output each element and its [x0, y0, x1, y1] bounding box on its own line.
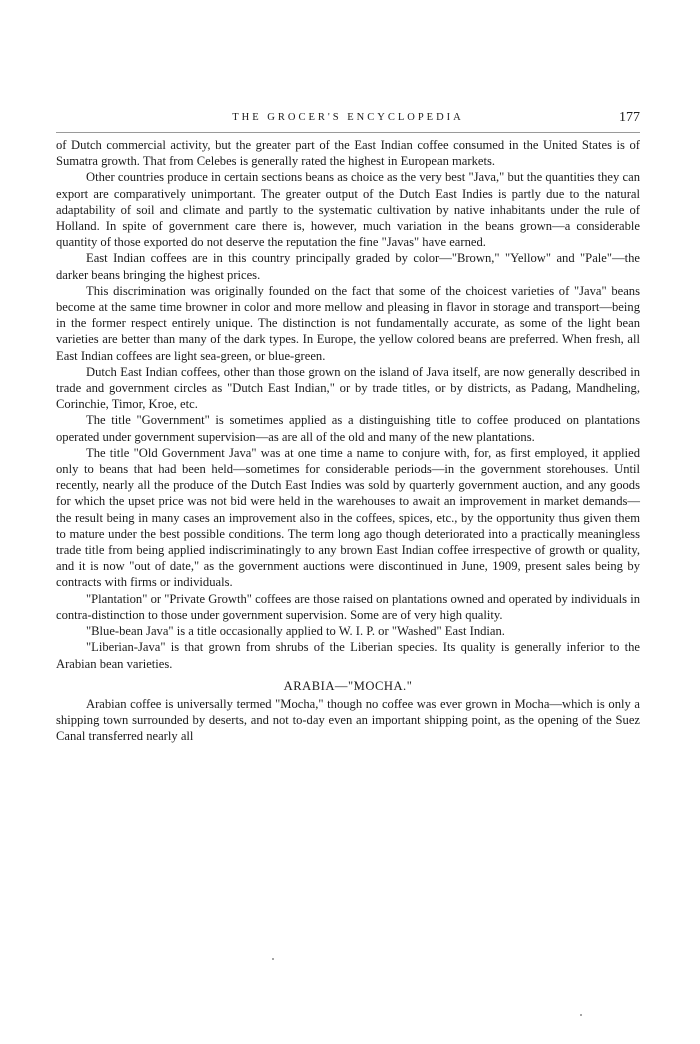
paragraph: East Indian coffees are in this country principally graded by color—"Brown," "Yellow" and "Pale"—the darker beans bringing the highest prices.	[56, 251, 640, 282]
paragraph: of Dutch commercial activity, but the greater part of the East Indian coffee consumed in the United States is of Sumatra growth. That from Celebes is generally rated the highest in European markets.	[56, 138, 640, 169]
paragraph: "Liberian-Java" is that grown from shrubs of the Liberian species. Its quality is generally inferior to the Arabian bean varieties.	[56, 640, 640, 671]
section-heading: ARABIA—"MOCHA."	[283, 678, 413, 693]
paragraph: Other countries produce in certain sections beans as choice as the very best "Java," but the quantities they can export are comparatively unimportant. The greater output of the Dutch East Indies is partly due to the natural adaptability of soil and climate and partly to the systematic cultivation by native inhabitants under the rule of Holland. In spite of government care there is, however, much variation in the beans grown—a considerable quantity of those exported do not deserve the reputation the fine "Javas" have earned.	[56, 170, 640, 250]
paragraph: Arabian coffee is universally termed "Mocha," though no coffee was ever grown in Mocha—which is only a shipping town surrounded by deserts, and not to-day even an important shipping point, as the opening of the Suez Canal transferred nearly all	[56, 696, 640, 744]
paragraph: The title "Old Government Java" was at one time a name to conjure with, for, as first employed, it applied only to beans that had been held—sometimes for considerable periods—in the government storehouses. Until recently, nearly all the produce of the Dutch East Indies was sold by quarterly government auction, and any goods for which the upset price was not bid were held in the warehouses to await an improvement in market demands—the result being in many cases an improvement also in the coffees, spices, etc., by the opportunity thus given them to mature under the best possible conditions. The term long ago though deteriorated into a practically meaningless trade title from being applied indiscriminatingly to any brown East Indian coffee irrespective of growth or quality, and it is now "out of date," as the government auctions were discontinued in June, 1909, present sales being by contracts with firms or individuals.	[56, 445, 640, 590]
body-text	[56, 137, 640, 744]
running-head	[56, 110, 640, 133]
paper-speck	[580, 1014, 582, 1016]
paragraph: "Plantation" or "Private Growth" coffees are those raised on plantations owned and operated by individuals in contra-distinction to those under government supervision. Some are of very high quality.	[56, 591, 640, 622]
paragraph: "Blue-bean Java" is a title occasionally applied to W. I. P. or "Washed" East Indian.	[86, 624, 505, 639]
page-number: 177	[619, 110, 640, 125]
paragraph: This discrimination was originally founded on the fact that some of the choicest varieties of "Java" beans become at the same time browner in color and more mellow and pleasing in flavor in storage and transport—being in the former respect entirely unique. The distinction is not fundamentally accurate, as some of the light bean varieties are better than many of the dark types. In Europe, the yellow colored beans are preferred. When fresh, all East Indian coffees are light sea-green, or blue-green.	[56, 283, 640, 363]
book-page	[56, 110, 640, 744]
paragraph: The title "Government" is sometimes applied as a distinguishing title to coffee produced on plantations operated under government supervision—as are all of the old and many of the new plantations.	[56, 413, 640, 444]
paragraph: Dutch East Indian coffees, other than those grown on the island of Java itself, are now generally described in trade and government circles as "Dutch East Indian," or by trade titles, or by districts, as Padang, Mandheling, Corinchie, Timor, Kroe, etc.	[56, 364, 640, 412]
paper-speck	[272, 958, 274, 960]
running-title: THE GROCER'S ENCYCLOPEDIA	[232, 112, 464, 123]
